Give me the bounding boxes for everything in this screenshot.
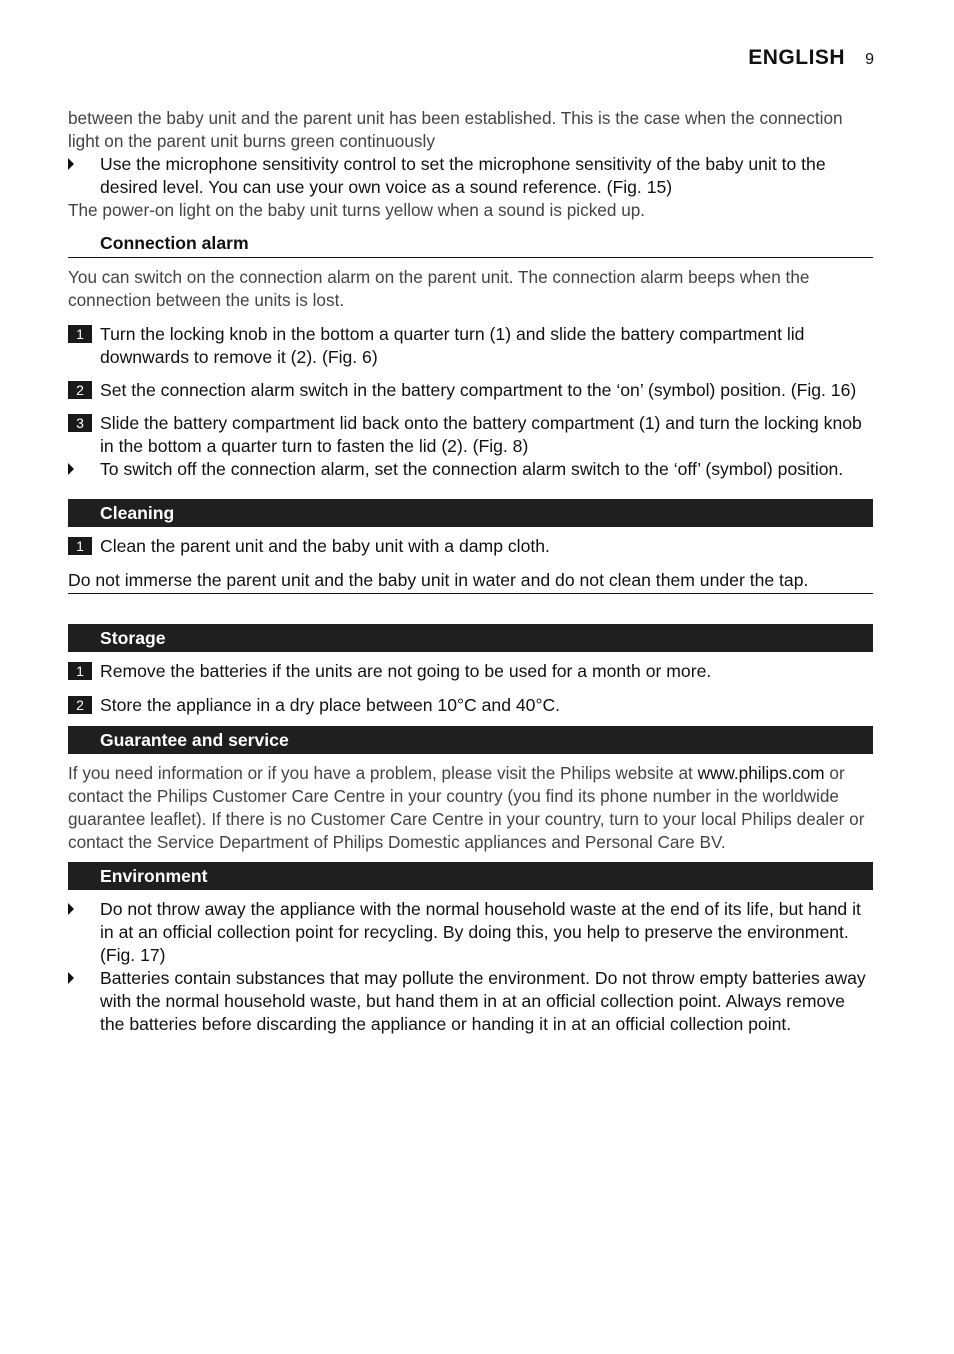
step-number: 1 xyxy=(68,537,92,555)
step-item xyxy=(68,660,873,683)
bullet-arrow-icon xyxy=(68,463,74,475)
power-note: The power-on light on the baby unit turns yellow when a sound is picked up. xyxy=(68,200,646,220)
step-number: 1 xyxy=(68,325,92,343)
bullet-arrow-icon xyxy=(68,158,74,170)
environment-bullet xyxy=(68,898,873,967)
language-label: ENGLISH xyxy=(748,46,846,69)
connection-alarm-heading: Connection alarm xyxy=(68,232,873,258)
bullet-arrow-icon xyxy=(68,972,74,984)
step-text: Store the appliance in a dry place between 10°C and 40°C. xyxy=(100,695,561,715)
step-text: Set the connection alarm switch in the battery compartment to the ‘on’ (symbol) position. (Fig. 16) xyxy=(100,380,857,400)
guarantee-text-after: or contact the Philips Customer Care Centre in your country (you find its phone number in the worldwide guarantee leaflet). If there is no Customer Care Centre in your country, turn to your local Philips dealer or contact the Service Department of Philips Domestic appliances and Personal Care BV. xyxy=(68,763,865,852)
cleaning-warning: Do not immerse the parent unit and the baby unit in water and do not clean them under the tap. xyxy=(68,569,873,594)
step-item xyxy=(68,535,873,558)
page-content xyxy=(68,107,873,1036)
guarantee-text xyxy=(68,762,873,854)
bullet-arrow-icon xyxy=(68,903,74,915)
step-text: Remove the batteries if the units are not going to be used for a month or more. xyxy=(100,661,712,681)
bullet-sensitivity xyxy=(68,153,873,199)
connection-alarm-intro: You can switch on the connection alarm on the parent unit. The connection alarm beeps when the connection between the units is lost. xyxy=(68,267,810,310)
step-text: Turn the locking knob in the bottom a quarter turn (1) and slide the battery compartment lid downwards to remove it (2). (Fig. 6) xyxy=(100,324,805,367)
environment-bullet xyxy=(68,967,873,1036)
guarantee-heading: Guarantee and service xyxy=(68,726,873,754)
step-number: 2 xyxy=(68,381,92,399)
step-number: 2 xyxy=(68,696,92,714)
page-number: 9 xyxy=(865,51,874,68)
step-number: 3 xyxy=(68,414,92,432)
guarantee-text-before: If you need information or if you have a problem, please visit the Philips website at xyxy=(68,763,698,783)
bullet-text: Batteries contain substances that may pollute the environment. Do not throw empty batteries away with the normal household waste, but hand them in at an official collection point. Always remove the batteries before discarding the appliance or handing it in at an official collection point. xyxy=(100,968,866,1034)
step-item xyxy=(68,379,873,402)
philips-website-link[interactable]: www.philips.com xyxy=(697,763,825,783)
intro-continuation: between the baby unit and the parent unit has been established. This is the case when the connection light on the parent unit burns green continuously xyxy=(68,108,843,151)
step-item xyxy=(68,323,873,369)
step-item xyxy=(68,412,873,458)
step-text: Clean the parent unit and the baby unit with a damp cloth. xyxy=(100,536,550,556)
step-text: Slide the battery compartment lid back onto the battery compartment (1) and turn the locking knob in the bottom a quarter turn to fasten the lid (2). (Fig. 8) xyxy=(100,413,862,456)
cleaning-heading: Cleaning xyxy=(68,499,873,527)
storage-heading: Storage xyxy=(68,624,873,652)
bullet-text: To switch off the connection alarm, set the connection alarm switch to the ‘off’ (symbol) position. xyxy=(100,459,844,479)
step-item xyxy=(68,694,873,717)
bullet-text: Do not throw away the appliance with the normal household waste at the end of its life, but hand it in at an official collection point for recycling. By doing this, you help to preserve the environment. (Fig. 17) xyxy=(100,899,861,965)
step-number: 1 xyxy=(68,662,92,680)
page-header xyxy=(748,46,874,70)
bullet-switch-off xyxy=(68,458,873,481)
environment-heading: Environment xyxy=(68,862,873,890)
bullet-text: Use the microphone sensitivity control to set the microphone sensitivity of the baby unit to the desired level. You can use your own voice as a sound reference. (Fig. 15) xyxy=(100,154,826,197)
